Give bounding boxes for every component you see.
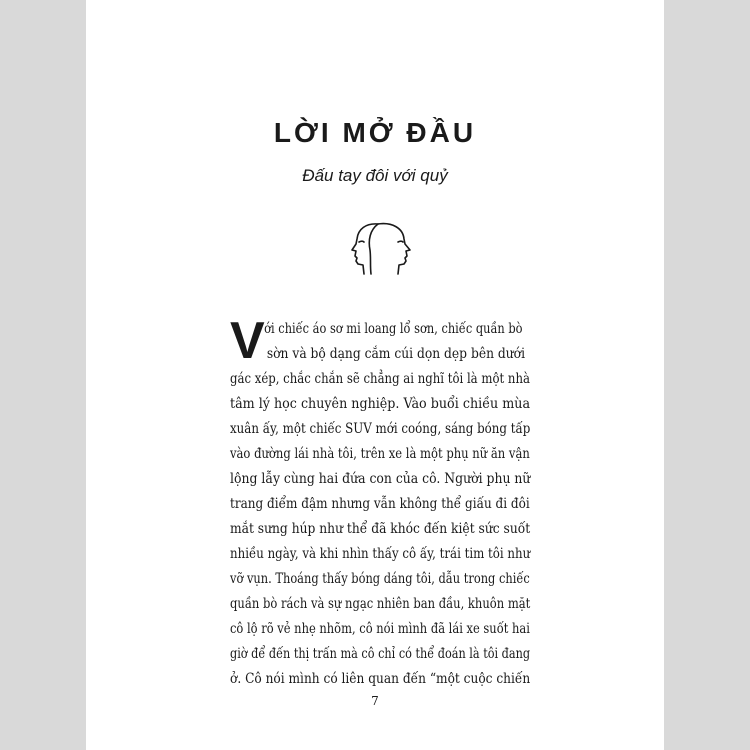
text-line: gác xép, chắc chắn sẽ chẳng ai nghĩ tôi là một nhà (230, 371, 530, 387)
text-line: sờn và bộ dạng cắm cúi dọn dẹp bên dưới (266, 346, 526, 362)
body-paragraph (230, 312, 531, 692)
text-line: trang điểm đậm nhưng vẫn không thể giấu đi đôi (230, 496, 530, 512)
text-line: nhiều ngày, và khi nhìn thấy cô ấy, trái tim tôi như (230, 546, 531, 562)
chapter-title: LỜI MỞ ĐẦU (273, 117, 477, 148)
book-page (86, 0, 664, 750)
drop-cap: V (230, 312, 265, 370)
text-line: tâm lý học chuyên nghiệp. Vào buổi chiều mùa (230, 396, 531, 412)
text-line: quần bò rách và sự ngạc nhiên ban đầu, khuôn mặt (230, 596, 531, 612)
text-line: vào đường lái nhà tôi, trên xe là một phụ nữ ăn vận (230, 446, 530, 462)
text-line: ới chiếc áo sơ mi loang lổ sơn, chiếc quần bò (264, 321, 523, 337)
text-line: giờ để đến thị trấn mà cô chỉ có thể đoán là tôi đang (230, 646, 531, 662)
chapter-subtitle: Đấu tay đôi với quỷ (302, 166, 448, 185)
text-line: cô lộ rõ vẻ nhẹ nhõm, cô nói mình đã lái xe suốt hai (230, 621, 530, 637)
text-line: vỡ vụn. Thoáng thấy bóng dáng tôi, dẫu trong chiếc (230, 571, 530, 587)
text-line: xuân ấy, một chiếc SUV mới coóng, sáng bóng tấp (230, 421, 531, 437)
text-line: lộng lẫy cùng hai đứa con của cô. Người phụ nữ (230, 471, 531, 487)
two-faces-icon (344, 220, 418, 276)
page-number: 7 (371, 694, 379, 708)
text-line: mắt sưng húp như thể đã khóc đến kiệt sức suốt (230, 521, 531, 537)
text-line: ở. Cô nói mình có liên quan đến “một cuộc chiến (230, 671, 531, 687)
